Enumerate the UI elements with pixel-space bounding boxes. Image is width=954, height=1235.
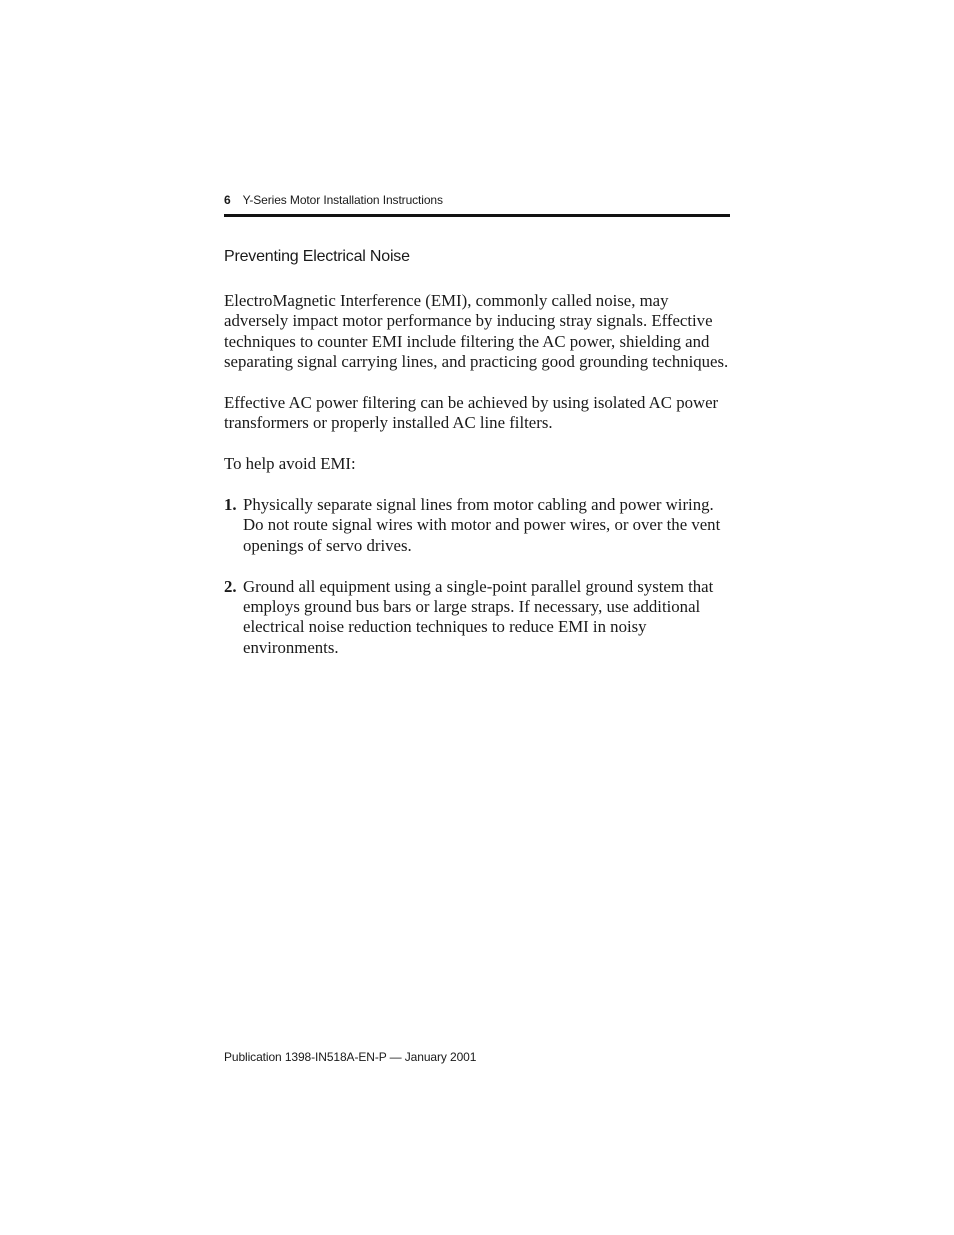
running-header bbox=[224, 192, 730, 208]
publication-footer: Publication 1398-IN518A-EN-P — January 2001 bbox=[224, 1050, 477, 1064]
header-rule bbox=[224, 214, 730, 217]
list-item bbox=[224, 495, 730, 556]
step-text: Physically separate signal lines from motor cabling and power wiring. Do not route signal wires with motor and power wires, or over the vent openings of servo drives. bbox=[243, 495, 721, 555]
paragraph-list-intro: To help avoid EMI: bbox=[224, 454, 356, 474]
step-number: 2. bbox=[224, 576, 237, 596]
step-text: Ground all equipment using a single-point parallel ground system that employs ground bus bars or large straps. If necessary, use additional electrical noise reduction techniques to reduce EMI in noisy environments. bbox=[243, 576, 714, 657]
paragraph-emi-intro: ElectroMagnetic Interference (EMI), commonly called noise, may adversely impact motor performance by inducing stray signals. Effective techniques to counter EMI include filtering the AC power, shielding and separating signal carrying lines, and practicing good grounding techniques. bbox=[224, 291, 729, 372]
document-title: Y-Series Motor Installation Instructions bbox=[242, 193, 443, 207]
page-number: 6 bbox=[224, 193, 231, 207]
step-number: 1. bbox=[224, 495, 237, 515]
numbered-steps bbox=[224, 495, 730, 658]
section-heading: Preventing Electrical Noise bbox=[224, 248, 410, 265]
body-text bbox=[224, 291, 730, 679]
paragraph-ac-filtering: Effective AC power filtering can be achieved by using isolated AC power transformers or properly installed AC line filters. bbox=[224, 393, 719, 433]
list-item bbox=[224, 577, 730, 659]
